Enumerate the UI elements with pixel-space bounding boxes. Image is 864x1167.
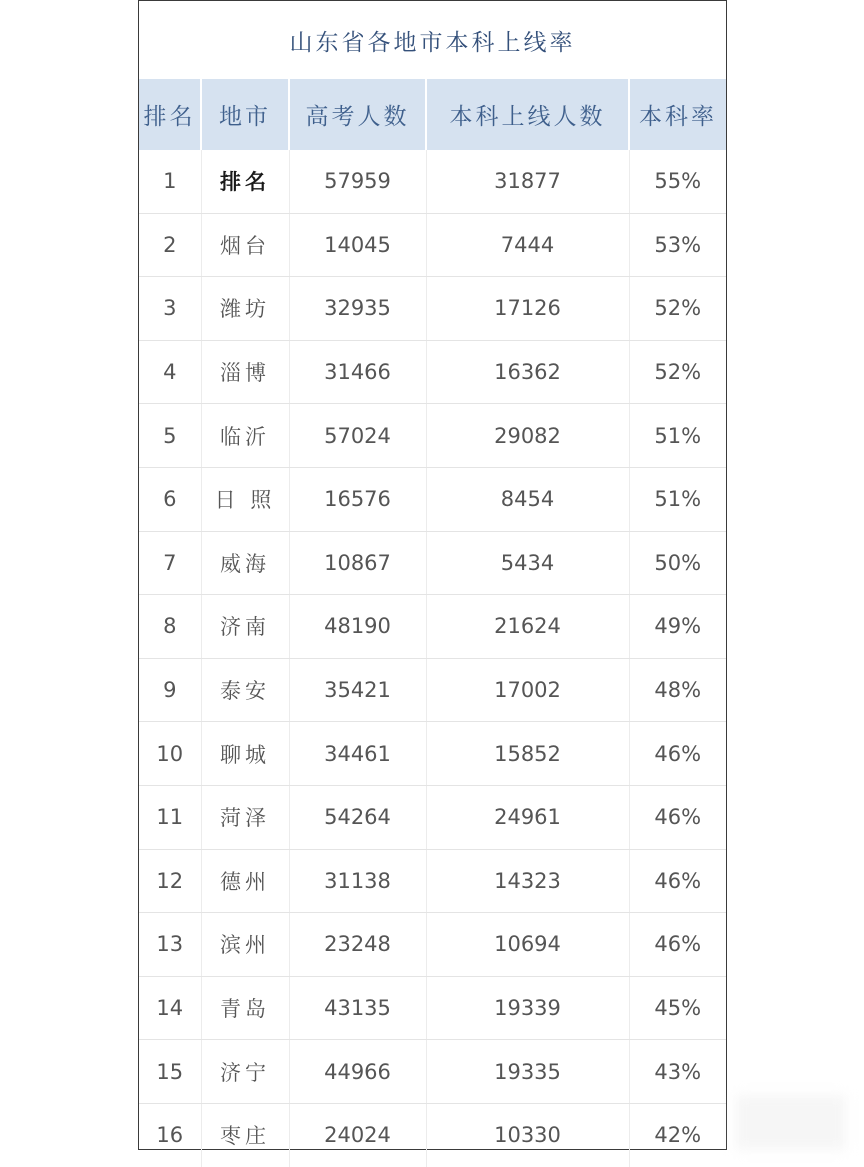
table-title: 山东省各地市本科上线率 — [139, 1, 726, 80]
table-row — [139, 1103, 726, 1166]
cell-exam-count: 16576 — [289, 467, 426, 531]
cell-rate: 46% — [629, 785, 726, 849]
cell-city: 淄博 — [201, 340, 289, 404]
cell-exam-count: 24024 — [289, 1103, 426, 1166]
table-row — [139, 531, 726, 595]
cell-exam-count: 23248 — [289, 913, 426, 977]
data-table-card — [138, 0, 727, 1150]
table-row — [139, 1040, 726, 1104]
table-row — [139, 467, 726, 531]
header-exam-count: 高考人数 — [289, 79, 426, 150]
cell-pass-count: 19335 — [426, 1040, 629, 1104]
cell-rate: 46% — [629, 913, 726, 977]
cell-rate: 43% — [629, 1040, 726, 1104]
ranking-table — [139, 79, 726, 1167]
table-row — [139, 150, 726, 213]
cell-rank: 15 — [139, 1040, 201, 1104]
cell-rank: 4 — [139, 340, 201, 404]
cell-pass-count: 8454 — [426, 467, 629, 531]
cell-exam-count: 43135 — [289, 976, 426, 1040]
cell-city: 威海 — [201, 531, 289, 595]
cell-rate: 48% — [629, 658, 726, 722]
cell-city: 聊城 — [201, 722, 289, 786]
table-row — [139, 404, 726, 468]
cell-exam-count: 57024 — [289, 404, 426, 468]
cell-exam-count: 44966 — [289, 1040, 426, 1104]
cell-city: 潍坊 — [201, 277, 289, 341]
cell-rate: 52% — [629, 340, 726, 404]
cell-rank: 3 — [139, 277, 201, 341]
cell-exam-count: 31466 — [289, 340, 426, 404]
cell-rate: 51% — [629, 467, 726, 531]
cell-pass-count: 17126 — [426, 277, 629, 341]
cell-rate: 53% — [629, 213, 726, 277]
cell-city: 泰安 — [201, 658, 289, 722]
cell-pass-count: 29082 — [426, 404, 629, 468]
cell-rank: 13 — [139, 913, 201, 977]
cell-rank: 16 — [139, 1103, 201, 1166]
cell-rate: 42% — [654, 1123, 702, 1148]
cell-pass-count: 31877 — [426, 150, 629, 213]
cell-exam-count: 10867 — [289, 531, 426, 595]
header-city: 地市 — [201, 79, 289, 150]
cell-city: 菏泽 — [201, 785, 289, 849]
watermark-smudge — [736, 1095, 846, 1150]
cell-pass-count: 19339 — [426, 976, 629, 1040]
cell-rank: 1 — [139, 150, 201, 213]
cell-pass-count: 14323 — [426, 849, 629, 913]
table-row — [139, 913, 726, 977]
cell-pass-count: 16362 — [426, 340, 629, 404]
cell-rank: 11 — [139, 785, 201, 849]
cell-pass-count: 15852 — [426, 722, 629, 786]
cell-rank: 9 — [139, 658, 201, 722]
cell-exam-count: 32935 — [289, 277, 426, 341]
cell-pass-count: 7444 — [426, 213, 629, 277]
header-pass-count: 本科上线人数 — [426, 79, 629, 150]
cell-exam-count: 35421 — [289, 658, 426, 722]
cell-exam-count: 54264 — [289, 785, 426, 849]
cell-rate: 45% — [629, 976, 726, 1040]
table-row — [139, 658, 726, 722]
table-row — [139, 722, 726, 786]
cell-city: 德州 — [201, 849, 289, 913]
cell-pass-count: 24961 — [426, 785, 629, 849]
cell-rate: 52% — [629, 277, 726, 341]
cell-pass-count: 10330 — [426, 1103, 629, 1166]
cell-city: 济南 — [201, 595, 289, 659]
cell-exam-count: 34461 — [289, 722, 426, 786]
table-row — [139, 213, 726, 277]
cell-rate: 50% — [629, 531, 726, 595]
header-row — [139, 79, 726, 150]
cell-rank: 10 — [139, 722, 201, 786]
cell-pass-count: 10694 — [426, 913, 629, 977]
cell-rate: 55% — [629, 150, 726, 213]
table-row — [139, 785, 726, 849]
cell-city: 临沂 — [201, 404, 289, 468]
cell-rate: 49% — [629, 595, 726, 659]
table-row — [139, 340, 726, 404]
cell-exam-count: 14045 — [289, 213, 426, 277]
table-body — [139, 150, 726, 1167]
header-rank: 排名 — [139, 79, 201, 150]
cell-exam-count: 57959 — [289, 150, 426, 213]
cell-rank: 2 — [139, 213, 201, 277]
cell-rank: 8 — [139, 595, 201, 659]
cell-city: 滨州 — [201, 913, 289, 977]
cell-rank: 5 — [139, 404, 201, 468]
header-rate: 本科率 — [629, 79, 726, 150]
cell-rate: 46% — [629, 722, 726, 786]
cell-exam-count: 48190 — [289, 595, 426, 659]
cell-rank: 12 — [139, 849, 201, 913]
cell-rate: 51% — [629, 404, 726, 468]
cell-city: 枣庄 — [201, 1103, 289, 1166]
cell-exam-count: 31138 — [289, 849, 426, 913]
cell-pass-count: 17002 — [426, 658, 629, 722]
cell-city: 日 照 — [201, 467, 289, 531]
cell-city: 排名 — [201, 150, 289, 213]
cell-rate: 46% — [629, 849, 726, 913]
cell-pass-count: 5434 — [426, 531, 629, 595]
cell-city: 济宁 — [201, 1040, 289, 1104]
cell-city: 青岛 — [201, 976, 289, 1040]
cell-city: 烟台 — [201, 213, 289, 277]
table-row — [139, 277, 726, 341]
table-row — [139, 849, 726, 913]
cell-rank: 6 — [139, 467, 201, 531]
table-row — [139, 976, 726, 1040]
cell-rank: 14 — [139, 976, 201, 1040]
cell-pass-count: 21624 — [426, 595, 629, 659]
cell-rank: 7 — [139, 531, 201, 595]
table-row — [139, 595, 726, 659]
